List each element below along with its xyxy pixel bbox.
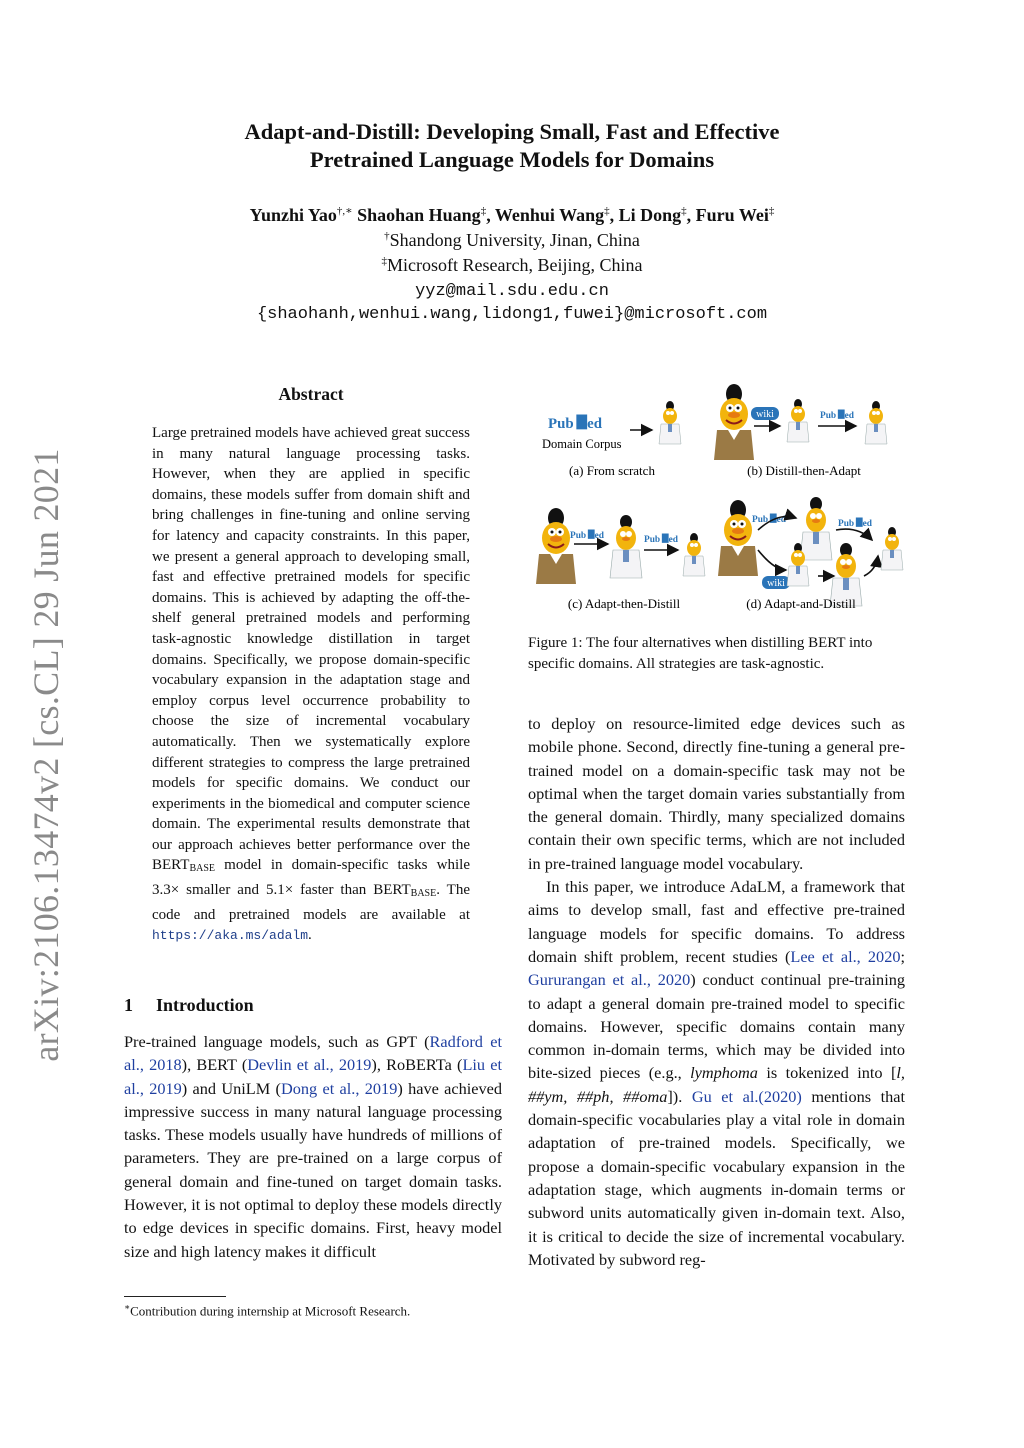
subscript-base: BASE	[189, 863, 215, 875]
italic-tokens: l, ##ym, ##ph, ##oma	[528, 1063, 905, 1106]
intro-paragraph	[124, 1030, 502, 1263]
wiki-label: wiki	[756, 409, 774, 420]
subcaption-d: (d) Adapt-and-Distill	[746, 596, 856, 611]
bert-small-icon	[659, 401, 681, 444]
footnote-rule	[124, 1296, 226, 1297]
subcaption-c: (c) Adapt-then-Distill	[567, 596, 681, 611]
affiliation-text: Microsoft Research, Beijing, China	[387, 255, 643, 275]
author-mark: ‡	[768, 205, 775, 217]
footnote	[124, 1298, 504, 1320]
arxiv-stamp: arXiv:2106.13474v2 [cs.CL] 29 Jun 2021	[26, 448, 66, 1062]
affiliation-mark: †	[384, 230, 390, 242]
author-mark: ‡	[480, 205, 487, 217]
author-name: Yunzhi Yao	[249, 205, 337, 225]
pubmed-icon	[644, 534, 679, 546]
citation-link[interactable]: Gu et al.(2020)	[691, 1086, 802, 1106]
author-name: Wenhui Wang	[494, 205, 605, 225]
arrow-icon	[758, 550, 786, 570]
title-line-1: Adapt-and-Distill: Developing Small, Fast and Effective	[244, 119, 780, 144]
author-mark: ‡	[681, 205, 687, 217]
bert-small-icon	[683, 533, 705, 576]
paragraph	[528, 875, 905, 1271]
bert-large-icon	[714, 384, 754, 460]
subcaption-b: (b) Distill-then-Adapt	[747, 463, 861, 478]
pubmed-icon	[752, 514, 787, 526]
pubmed-icon	[570, 530, 605, 542]
bert-small-icon	[865, 401, 887, 444]
email-line-2: {shaohanh,wenhui.wang,lidong1,fuwei}@microsoft.com	[256, 305, 768, 324]
pubmed-icon	[838, 518, 873, 530]
right-column-body	[528, 712, 905, 1271]
bert-small-icon	[881, 527, 903, 570]
author-mark: ‡	[604, 205, 610, 217]
paper-title	[0, 118, 1024, 174]
panel-b	[714, 384, 887, 478]
body-text: mentions that domain-specific vocabularies play a vital role in domain adaptation of pre-trained models. Specifically, we propose a domain-specific vocabulary expansion in the adaptation stage, which augments in-domain terms or subword units automatically given in-domain text. Also, it is critical to decide the size of incremental vocabulary. Motivated by subword reg-	[528, 1086, 906, 1269]
figure-caption: Figure 1: The four alternatives when distilling BERT into specific domains. All strategies are task-agnostic.	[528, 635, 873, 672]
bert-doctor-icon	[800, 497, 832, 560]
body-text: ]).	[667, 1086, 692, 1106]
figure-1: Pub ed Domain Corpus (a) From scratch wiki (b) Distill-then-Adapt (c) Adapt-then-Distill wiki (d) Adapt-and-Distill	[528, 380, 908, 620]
bert-small-icon	[787, 399, 809, 442]
affiliation-2	[0, 255, 1024, 276]
body-text: ) conduct continual pre-training to adapt a general domain pre-trained model to specific domains. However, specific domains contain many common in-domain terms, which may be divided into bite-sized pieces (e.g.,	[528, 970, 905, 1083]
panel-a	[542, 401, 681, 478]
pubmed-icon	[820, 410, 855, 422]
citation-link[interactable]: Liu et al., 2019	[124, 1055, 502, 1098]
author-list: Yunzhi Yao†,∗ Shaohan Huang‡, Wenhui Wang‡, Li Dong‡, Furu Wei‡	[249, 205, 775, 225]
abstract-heading: Abstract	[278, 384, 344, 404]
subcaption-a: (a) From scratch	[569, 463, 655, 478]
bert-doctor-icon	[610, 515, 642, 578]
body-text: ) have achieved impressive success in many natural language processing tasks. These models usually have hundreds of millions of parameters. They are pre-trained on a large corpus of general domain and fine-tuned on target domain tasks. However, it is not optimal to deploy these models directly to edge devices in specific domains. First, heavy model size and high latency makes it difficult	[124, 1078, 503, 1261]
abstract-text: Large pretrained models have achieved great success in many natural language processing tasks. However, when they are applied in specific domains, these models suffer from domain shift and bring challenges in fine-tuning and online serving for latency and capacity constraints. In this paper, we present a general approach to developing small, fast and effective pretrained models for specific domains. This is achieved by adapting the off-the-shelf general pretrained models and performing task-agnostic knowledge distillation in target domains. Specifically, we propose domain-specific vocabulary expansion in the adaptation stage and employ corpus level occurrence probability to choose the size of incremental vocabulary automatically. Then we systematically explore different strategies to compress the large pretrained models for specific domains. We conduct our experiments in the biomedical and computer science domain. The experimental results demonstrate that our approach achieves better performance over the BERT	[152, 425, 470, 874]
title-line-2: Pretrained Language Models for Domains	[309, 147, 715, 172]
arrow-icon	[836, 529, 872, 540]
footnote-text: Contribution during internship at Microsoft Research.	[130, 1303, 411, 1319]
affiliation-text: Shandong University, Jinan, China	[389, 230, 640, 250]
affiliation-1	[0, 230, 1024, 251]
paragraph: to deploy on resource-limited edge devices such as mobile phone. Second, directly fine-tuning a general pre-trained model on a domain-specific task may not be optimal when the target domain varies substantially from the general domain. Thirdly, many specialized domains contain their own specific terms, which are not included in pre-trained language model vocabulary.	[528, 714, 905, 873]
email-line-1: yyz@mail.sdu.edu.cn	[415, 282, 609, 301]
section-title: Introduction	[156, 995, 254, 1015]
citation-link[interactable]: Dong et al., 2019	[280, 1078, 398, 1098]
pubmed-icon	[548, 415, 603, 433]
arrow-icon	[864, 556, 878, 576]
wiki-label: wiki	[767, 578, 785, 589]
italic-term: lymphoma	[690, 1063, 758, 1083]
author-name: Shaohan Huang	[357, 205, 481, 225]
body-text: In this paper, we introduce AdaLM, a framework that aims to develop small, fast and effective pre-trained language models for specific domains. To address domain shift problem, recent studies (	[528, 877, 905, 966]
body-text: ) and UniLM (	[181, 1078, 281, 1098]
abstract-text: model in domain-specific tasks while 3.3× smaller and 5.1× faster than BERT	[152, 857, 470, 899]
citation-link[interactable]: Radford et al., 2018	[124, 1032, 502, 1075]
abstract-body	[152, 423, 470, 947]
code-link[interactable]: https://aka.ms/adalm	[152, 928, 309, 944]
bert-large-icon	[536, 508, 576, 584]
panel-d	[718, 497, 903, 611]
domain-corpus-label: Domain Corpus	[542, 437, 622, 451]
section-heading-introduction	[124, 995, 254, 1016]
citation-link[interactable]: Gururangan et al., 2020	[528, 970, 691, 990]
abstract-text: .	[308, 927, 312, 944]
author-name: Furu Wei	[695, 205, 769, 225]
citation-link[interactable]: Devlin et al., 2019	[247, 1055, 372, 1075]
body-text: is tokenized into [	[757, 1063, 897, 1083]
citation-link[interactable]: Lee et al., 2020	[790, 946, 901, 966]
affiliation-mark: ‡	[381, 255, 388, 267]
footnote-mark: ∗	[124, 1302, 131, 1312]
body-text: ), RoBERTa (	[371, 1055, 463, 1075]
subscript-base: BASE	[410, 888, 437, 900]
panel-c	[536, 508, 705, 611]
author-name: Li Dong	[618, 205, 682, 225]
bert-large-icon	[718, 500, 758, 576]
body-text: ;	[900, 946, 906, 966]
body-text: ), BERT (	[181, 1055, 248, 1075]
author-mark: †,∗	[336, 205, 353, 217]
abstract-text: . The code and pretrained models are available at	[152, 882, 470, 923]
body-text: Pre-trained language models, such as GPT (	[124, 1032, 430, 1051]
section-number: 1	[124, 995, 133, 1015]
